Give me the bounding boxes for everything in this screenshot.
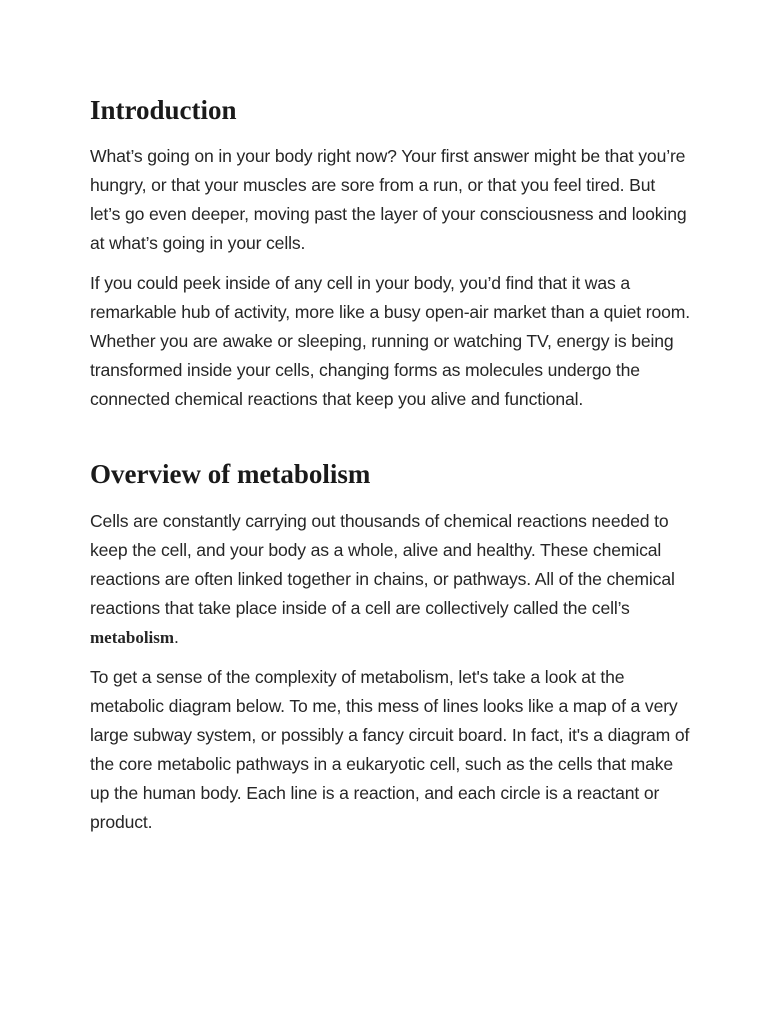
section-heading-introduction: Introduction	[90, 95, 237, 125]
section-heading-overview: Overview of metabolism	[90, 459, 371, 489]
term-metabolism: metabolism	[90, 628, 175, 647]
overview-paragraph-2: To get a sense of the complexity of metabolism, let's take a look at the metabolic diagram below. To me, this mess of lines looks like a map of a very large subway system, or possibly a fancy circuit board. In fact, it's a diagram of the core metabolic pathways in a eukaryotic cell, such as the cells that make up the human body. Each line is a reaction, and each circle is a reactant or product.	[90, 667, 690, 832]
overview-paragraph-1-end: .	[174, 627, 179, 647]
article	[90, 92, 690, 837]
intro-paragraph-2: If you could peek inside of any cell in your body, you’d find that it was a remarkable hub of activity, more like a busy open-air market than a quiet room. Whether you are awake or sleeping, running or watching TV, energy is being transformed inside your cells, changing forms as molecules undergo the connected chemical reactions that keep you alive and functional.	[90, 273, 690, 409]
overview-paragraph-1-text: Cells are constantly carrying out thousands of chemical reactions needed to keep the cell, and your body as a whole, alive and healthy. These chemical reactions are often linked together in chains, or pathways. All of the chemical reactions that take place inside of a cell are collectively called the cell’s	[90, 511, 675, 618]
intro-paragraph-1: What’s going on in your body right now? Your first answer might be that you’re hungry, or that your muscles are sore from a run, or that you feel tired. But let’s go even deeper, moving past the layer of your consciousness and looking at what’s going in your cells.	[90, 146, 687, 253]
overview-paragraph-1	[90, 507, 690, 652]
